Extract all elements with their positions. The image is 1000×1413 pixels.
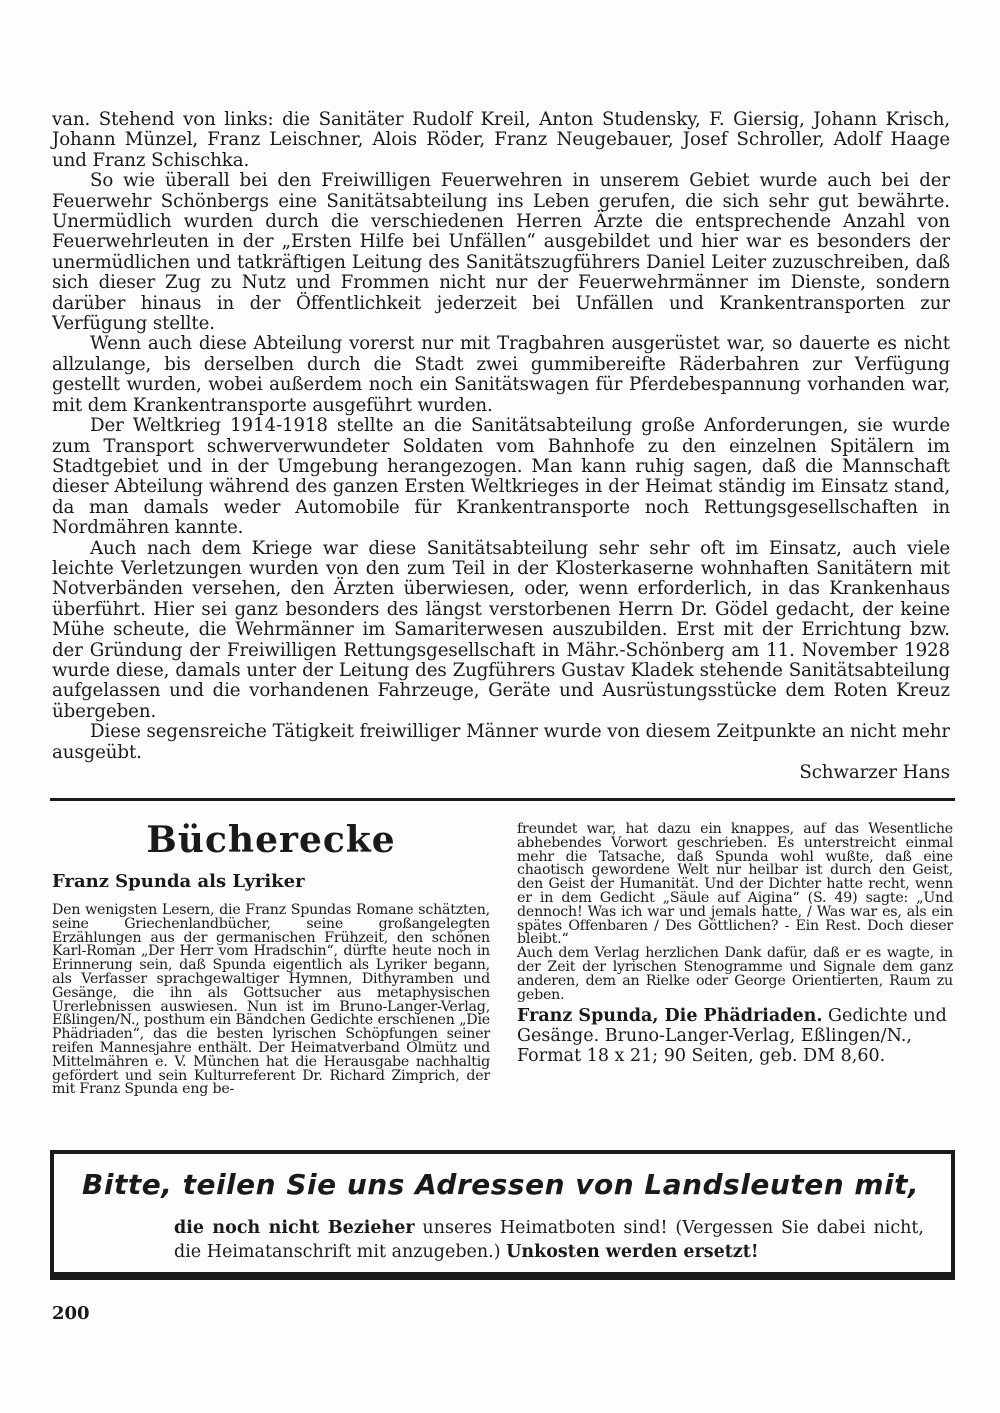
book-column-left [52,815,490,1097]
notice-title: Bitte, teilen Sie uns Adressen von Landsleuten mit, [82,1168,920,1201]
section-divider [50,798,955,801]
article-paragraph: Diese segensreiche Tätigkeit freiwilliger Männer wurde von diesem Zeitpunkte an nicht mehr ausgeübt. [52,721,950,763]
book-review-continued: freundet war, hat dazu ein knappes, auf das Wesentliche abhebendes Vorwort geschrieben. Es unterstreicht einmal mehr die Tatsache, daß Spunda wohl wußte, daß eine chaotisch gewordene Welt nur heilbar ist durch den Geist, den Geist der Humanität. Und der Dichter hatte recht, wenn er in dem Gedicht „Säule auf Aigina“ (S. 49) sagte: „Und dennoch! Was ich war und jemals hatte, / Was war es, als ein spätes Offenbaren / Des Göttlichen? - Ein Rest. Doch dieser bleibt.“ [517,821,953,948]
article-paragraph: Auch nach dem Kriege war diese Sanitätsabteilung sehr sehr oft im Einsatz, auch viele leichte Verletzungen wurden von den zum Teil in der Klosterkaserne wohnhaften Sanitätern mit Notverbänden versehen, den Ärzten überwiesen, oder, wenn erforderlich, in das Krankenhaus überführt. Hier sei ganz besonders des längst verstorbenen Herrn Dr. Gödel gedacht, der keine Mühe scheute, die Wehrmänner im Samariterwesen auszubilden. Erst mit der Errichtung bzw. der Gründung der Freiwilligen Rettungsgesellschaft in Mähr.-Schönberg am 11. November 1928 wurde diese, damals unter der Leitung des Zugführers Gustav Kladek stehende Sanitätsabteilung aufgelassen und die vorhandenen Fahrzeuge, Geräte und Ausrüstungsstücke dem Roten Kreuz übergeben. [52,537,950,722]
book-bibliography-title: Franz Spunda, Die Phädriaden. [517,1006,823,1027]
article-paragraph: Wenn auch diese Abteilung vorerst nur mit Tragbahren ausgerüstet war, so dauerte es nicht allzulange, bis derselben durch die Stadt zwei gummibereifte Räderbahren zur Verfügung gestellt wurden, wobei außerdem noch ein Sanitätswagen für Pferdebespannung vorhanden war, mit dem Krankentransporte ausgeführt wurden. [52,333,950,416]
article-paragraph: Der Weltkrieg 1914-1918 stellte an die Sanitätsabteilung große Anforderungen, sie wurde zum Transport schwerverwundeter Soldaten vom Bahnhofe zu den einzelnen Spitälern im Stadtgebiet und in der Umgebung herangezogen. Man kann ruhig sagen, daß die Mannschaft dieser Abteilung während des ganzen Ersten Weltkrieges in der Heimat ständig im Einsatz stand, da man damals weder Automobile für Krankentransporte noch Rettungsgesellschaften in Nordmähren kannte. [52,415,950,539]
book-bibliography [517,1006,953,1066]
book-review-thanks: Auch dem Verlag herzlichen Dank dafür, daß er es wagte, in der Zeit der lyrischen Stenogramme und Signale dem ganz anderen, dem an Rielke oder George Orientierten, Raum zu geben. [517,945,953,1003]
notice-box-bottom-bar [50,1272,955,1280]
notice-text [174,1216,924,1264]
notice-bold-1: die noch nicht Bezieher [174,1218,415,1238]
article-paragraph: So wie überall bei den Freiwilligen Feuerwehren in unserem Gebiet wurde auch bei der Feuerwehr Schönbergs eine Sanitätsabteilung ins Leben gerufen, die sich sehr gut bewährte. Unermüdlich wurden durch die verschiedenen Herren Ärzte die entsprechende Anzahl von Feuerwehrleuten in der „Ersten Hilfe bei Unfällen“ ausgebildet und hier war es besonders der unermüdlichen und tatkräftigen Leitung des Sanitätszugführers Daniel Leiter zuzuschreiben, daß sich dieser Zug zu Nutz und Frommen nicht nur der Feuerwehrmänner im Dienste, sondern darüber hinaus in der Öffentlichkeit jederzeit bei Unfällen und Krankentransporten zur Verfügung stellte. [52,170,950,335]
notice-body: unseres Heimatboten sind! (Vergessen Sie dabei nicht, die Heimatanschrift mit anzugeben.) [174,1218,924,1262]
book-bibliography-details: Gedichte und Gesänge. Bruno-Langer-Verlag, Eßlingen/N., Format 18 x 21; 90 Seiten, geb. DM 8,60. [517,1006,947,1067]
page-number: 200 [52,1303,90,1324]
book-column-right [517,823,953,1066]
book-review-title: Franz Spunda als Lyriker [52,871,305,892]
notice-bold-2: Unkosten werden ersetzt! [506,1242,759,1262]
article-body [52,110,950,783]
section-title: Bücherecke [146,819,396,861]
article-paragraph: van. Stehend von links: die Sanitäter Rudolf Kreil, Anton Studensky, F. Giersig, Johann Krisch, Johann Münzel, Franz Leischner, Alois Röder, Franz Neugebauer, Josef Schroller, Adolf Haage und Franz Schischka. [52,109,950,171]
article-author: Schwarzer Hans [799,762,950,783]
book-review-text: Den wenigsten Lesern, die Franz Spundas Romane schätzten, seine Griechenlandbücher, seine großangelegten Erzählungen aus der germanischen Frühzeit, den schönen Karl-Roman „Der Herr vom Hradschin“, dürfte heute noch in Erinnerung sein, daß Spunda eigentlich als Lyriker begann, als Verfasser sprachgewaltiger Hymnen, Dithyramben und Gesänge, die ihn als Gottsucher aus metaphysischen Urerlebnissen auswiesen. Nun ist im Bruno-Langer-Verlag, Eßlingen/N., posthum ein Bändchen Gedichte erschienen „Die Phädriaden“, das die besten lyrischen Schöpfungen seiner reifen Mannesjahre enthält. Der Heimatverband Olmütz und Mittelmähren e. V. München hat die Herausgabe nachhaltig gefördert und sein Kulturreferent Dr. Richard Zimprich, der mit Franz Spunda eng be- [52,902,490,1098]
notice-box [50,1150,955,1272]
